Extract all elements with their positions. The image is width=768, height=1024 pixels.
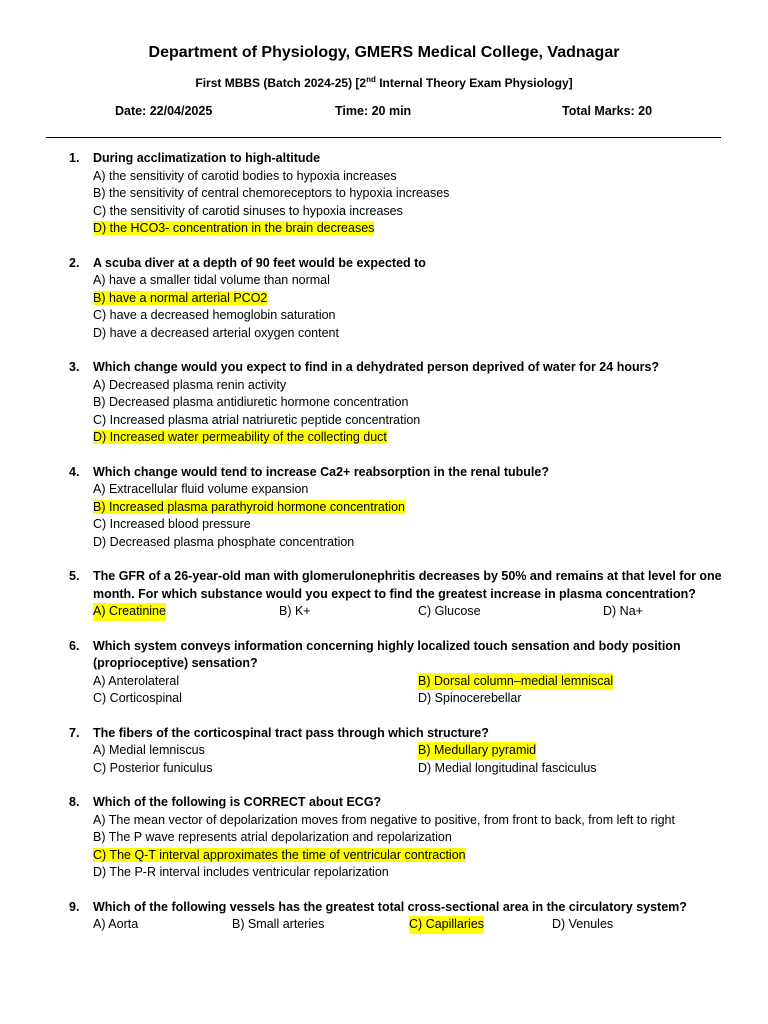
option xyxy=(93,534,723,552)
option-text: C) the sensitivity of carotid sinuses to hypoxia increases xyxy=(93,203,403,218)
option-text: D) Na+ xyxy=(603,604,643,618)
option xyxy=(93,499,723,517)
question-item xyxy=(0,255,768,343)
question-number: 1. xyxy=(69,151,80,165)
question-stem: The fibers of the corticospinal tract pass through which structure? xyxy=(93,725,489,740)
option xyxy=(93,829,723,847)
question-number: 9. xyxy=(69,899,80,914)
question-number: 7. xyxy=(69,725,80,740)
option xyxy=(93,481,723,499)
option-text: D) Decreased plasma phosphate concentration xyxy=(93,534,355,549)
option-text: B) Decreased plasma antidiuretic hormone concentration xyxy=(93,395,409,409)
option-text: D) Venules xyxy=(552,917,614,931)
option-row xyxy=(93,760,723,778)
option xyxy=(93,812,723,830)
question-stem: Which system conveys information concerning highly localized touch sensation and body position (proprioceptive) sensation? xyxy=(93,638,681,670)
option-text: A) Aorta xyxy=(93,917,139,931)
option-text: B) have a normal arterial PCO2 xyxy=(93,290,268,305)
option-text: C) The Q-T interval approximates the time of ventricular contraction xyxy=(93,847,466,862)
option-text: D) Increased water permeability of the collecting duct xyxy=(93,430,387,444)
question-item xyxy=(0,150,768,238)
option-text: D) have a decreased arterial oxygen content xyxy=(93,325,339,340)
option-text: B) Increased plasma parathyroid hormone concentration xyxy=(93,499,405,514)
option xyxy=(93,185,723,203)
option xyxy=(93,307,723,325)
option xyxy=(93,516,723,534)
option xyxy=(93,203,723,221)
option-text: B) the sensitivity of central chemoreceptors to hypoxia increases xyxy=(93,186,450,200)
question-number: 6. xyxy=(69,638,80,653)
option-text: A) Anterolateral xyxy=(93,673,180,688)
option-text: A) Medial lemniscus xyxy=(93,743,205,757)
question-item xyxy=(0,359,768,447)
subtitle-superscript: nd xyxy=(366,75,376,84)
option-row xyxy=(93,673,723,691)
option-text: C) Increased blood pressure xyxy=(93,517,251,531)
option xyxy=(93,412,723,430)
option-text: A) Extracellular fluid volume expansion xyxy=(93,482,309,496)
exam-date: Date: 22/04/2025 xyxy=(115,104,213,118)
option xyxy=(93,864,723,882)
option xyxy=(93,220,723,238)
option-text: C) Increased plasma atrial natriuretic peptide concentration xyxy=(93,412,421,427)
subtitle-suffix: Internal Theory Exam Physiology] xyxy=(375,76,573,90)
question-stem: Which of the following vessels has the greatest total cross-sectional area in the circulatory system? xyxy=(93,899,687,914)
option xyxy=(93,394,723,412)
option xyxy=(93,272,723,290)
option-text: A) The mean vector of depolarization moves from negative to positive, from front to back, from left to right xyxy=(93,812,675,827)
option-text: D) the HCO3- concentration in the brain decreases xyxy=(93,221,375,235)
question-stem: During acclimatization to high-altitude xyxy=(93,151,321,165)
option-text: B) Small arteries xyxy=(232,917,325,931)
option-text: C) Corticospinal xyxy=(93,691,182,705)
option-text: C) Capillaries xyxy=(409,916,484,934)
question-stem: Which change would tend to increase Ca2+ reabsorption in the renal tubule? xyxy=(93,464,549,479)
question-number: 8. xyxy=(69,795,80,809)
option xyxy=(93,290,723,308)
option-text: C) Posterior funiculus xyxy=(93,760,213,775)
question-number: 4. xyxy=(69,464,80,479)
option-row xyxy=(93,690,723,708)
total-marks: Total Marks: 20 xyxy=(562,104,653,118)
option-text: B) The P wave represents atrial depolarization and repolarization xyxy=(93,830,452,844)
question-stem: Which change would you expect to find in a dehydrated person deprived of water for 24 hours? xyxy=(93,360,660,374)
option xyxy=(93,168,723,186)
option-text: D) The P-R interval includes ventricular repolarization xyxy=(93,865,389,879)
option-row xyxy=(93,916,723,934)
header-divider xyxy=(46,137,721,138)
option-text: B) K+ xyxy=(279,604,311,618)
option-text: A) Decreased plasma renin activity xyxy=(93,377,287,392)
exam-subtitle xyxy=(0,76,768,90)
question-stem: Which of the following is CORRECT about ECG? xyxy=(93,795,382,809)
option-text: B) Medullary pyramid xyxy=(418,742,536,760)
question-stem: The GFR of a 26-year-old man with glomerulonephritis decreases by 50% and remains at that level for one month. For which substance would you expect to find the greatest increase in plasma concentration? xyxy=(93,569,722,601)
option-text: C) Glucose xyxy=(418,604,481,618)
option-text: A) have a smaller tidal volume than normal xyxy=(93,273,330,287)
document-title: Department of Physiology, GMERS Medical College, Vadnagar xyxy=(148,44,620,61)
question-item xyxy=(0,464,768,552)
question-number: 2. xyxy=(69,255,80,270)
option-text: C) have a decreased hemoglobin saturation xyxy=(93,308,336,322)
option xyxy=(93,325,723,343)
option xyxy=(93,847,723,865)
subtitle-prefix: First MBBS (Batch 2024-25) [2 xyxy=(195,76,367,90)
question-item xyxy=(0,794,768,882)
option xyxy=(93,429,723,447)
question-item xyxy=(0,725,768,778)
question-stem: A scuba diver at a depth of 90 feet would be expected to xyxy=(93,255,426,270)
option xyxy=(93,377,723,395)
option-text: A) Creatinine xyxy=(93,603,166,621)
question-number: 3. xyxy=(69,360,80,374)
option-text: D) Medial longitudinal fasciculus xyxy=(418,760,597,775)
question-item xyxy=(0,899,768,934)
option-text: D) Spinocerebellar xyxy=(418,691,522,705)
question-item xyxy=(0,638,768,708)
option-row xyxy=(93,603,723,621)
option-text: A) the sensitivity of carotid bodies to hypoxia increases xyxy=(93,168,397,183)
exam-time: Time: 20 min xyxy=(335,104,412,118)
question-item xyxy=(0,568,768,621)
question-list xyxy=(0,150,768,951)
option-row xyxy=(93,742,723,760)
option-text: B) Dorsal column–medial lemniscal xyxy=(418,673,613,691)
question-number: 5. xyxy=(69,569,80,583)
